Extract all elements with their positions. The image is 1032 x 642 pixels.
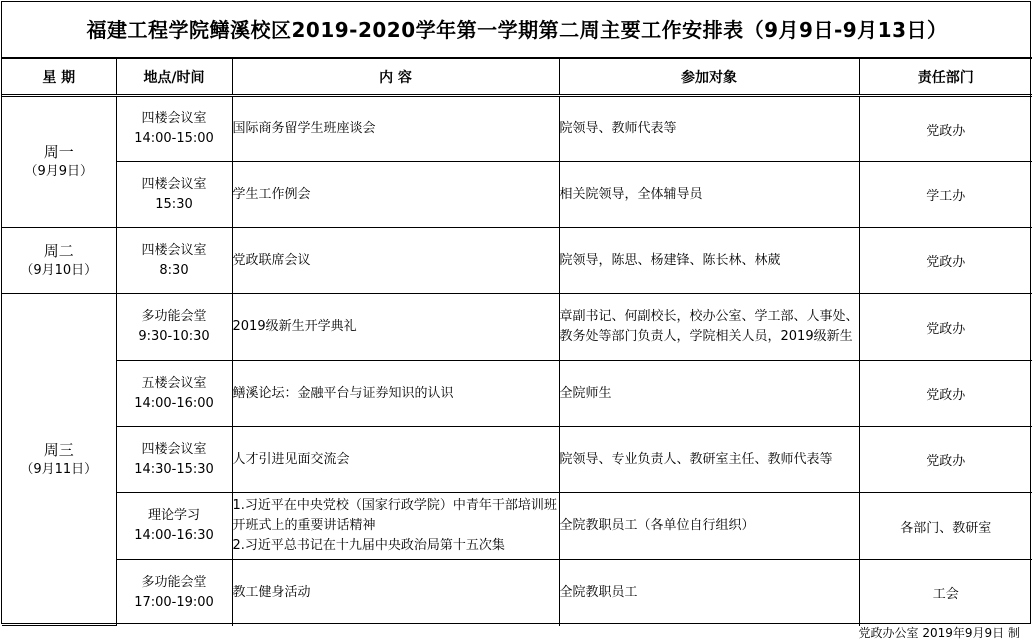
participants-cell: 章副书记、何副校长，校办公室、学工部、人事处、教务处等部门负责人，学院相关人员，2019级新生: [559, 294, 859, 361]
content-cell: 国际商务留学生班座谈会: [232, 97, 559, 162]
participants-cell: 全院教职员工: [559, 560, 859, 626]
content-cell: 学生工作例会: [232, 162, 559, 228]
table-row: [2, 361, 1032, 427]
time-label: 14:30-15:30: [134, 461, 214, 477]
table-row: [2, 162, 1032, 228]
place-time-cell: [116, 560, 232, 626]
place-time-cell: [116, 294, 232, 361]
dept-cell: 党政办: [859, 294, 1032, 361]
footer-signature: 党政办公室 2019年9月9日 制: [858, 626, 1020, 640]
place-label: 五楼会议室: [141, 375, 207, 391]
day-date: （9月9日）: [24, 164, 94, 179]
place-time-cell: [116, 97, 232, 162]
dept-cell: 党政办: [859, 228, 1032, 294]
day-cell-wednesday: [2, 294, 116, 626]
table-row: [2, 294, 1032, 361]
content-cell: 党政联席会议: [232, 228, 559, 294]
place-label: 四楼会议室: [141, 242, 207, 258]
header-place-time: 地点/时间: [116, 59, 232, 95]
place-time-cell: [116, 228, 232, 294]
content-line-1: 1.习近平在中央党校（国家行政学院）中青年干部培训班开班式上的重要讲话精神: [232, 498, 557, 533]
table-row: [2, 228, 1032, 294]
participants-cell: 院领导、教师代表等: [559, 97, 859, 162]
schedule-frame: [1, 1, 1031, 624]
table-row: [2, 560, 1032, 626]
dept-cell: 工会: [859, 560, 1032, 626]
dept-cell: 学工办: [859, 162, 1032, 228]
day-label: 周一: [43, 143, 74, 161]
place-time-cell: [116, 493, 232, 560]
participants-cell: 院领导，陈思、杨建锋、陈长林、林葳: [559, 228, 859, 294]
participants-cell: 全院教职员工（各单位自行组织）: [559, 493, 859, 560]
table-row: [2, 493, 1032, 560]
place-label: 多功能会堂: [141, 309, 207, 324]
place-label: 四楼会议室: [141, 176, 207, 192]
schedule-table: [2, 58, 1032, 626]
time-label: 8:30: [159, 262, 189, 278]
participants-cell: 相关院领导，全体辅导员: [559, 162, 859, 228]
content-cell: 人才引进见面交流会: [232, 427, 559, 493]
header-content: 内 容: [232, 59, 559, 95]
dept-cell: 各部门、教研室: [859, 493, 1032, 560]
participants-cell: 全院师生: [559, 361, 859, 427]
time-label: 15:30: [155, 196, 193, 212]
content-cell: 鳝溪论坛：金融平台与证券知识的认识: [232, 361, 559, 427]
table-row: [2, 427, 1032, 493]
participants-cell: 院领导、专业负责人、教研室主任、教师代表等: [559, 427, 859, 493]
day-label: 周三: [43, 440, 74, 459]
day-date: （9月10日）: [20, 262, 98, 278]
dept-cell: 党政办: [859, 97, 1032, 162]
header-day: 星 期: [2, 59, 116, 95]
dept-cell: 党政办: [859, 427, 1032, 493]
header-row: [2, 59, 1032, 95]
dept-cell: 党政办: [859, 361, 1032, 427]
page-title: 福建工程学院鳝溪校区2019-2020学年第一学期第二周主要工作安排表（9月9日-9月13日）: [2, 2, 1032, 58]
header-participants: 参加对象: [559, 59, 859, 95]
content-cell: 2019级新生开学典礼: [232, 294, 559, 361]
place-time-cell: [116, 361, 232, 427]
place-label: 理论学习: [147, 508, 200, 523]
day-cell-monday: [2, 97, 116, 228]
time-label: 17:00-19:00: [134, 594, 214, 610]
time-label: 14:00-16:00: [134, 395, 214, 411]
place-label: 四楼会议室: [141, 441, 207, 457]
place-time-cell: [116, 427, 232, 493]
place-time-cell: [116, 162, 232, 228]
content-cell: 教工健身活动: [232, 560, 559, 626]
place-label: 多功能会堂: [141, 574, 207, 590]
day-date: （9月11日）: [20, 461, 98, 477]
place-label: 四楼会议室: [141, 111, 207, 126]
table-row: [2, 97, 1032, 162]
content-line-2: 2.习近平总书记在十九届中央政治局第十五次集: [232, 538, 505, 553]
day-label: 周二: [43, 241, 74, 260]
header-dept: 责任部门: [859, 59, 1032, 95]
day-cell-tuesday: [2, 228, 116, 294]
time-label: 14:00-15:00: [134, 131, 214, 146]
time-label: 9:30-10:30: [138, 329, 210, 344]
time-label: 14:00-16:30: [134, 528, 214, 543]
content-cell: [232, 493, 559, 560]
